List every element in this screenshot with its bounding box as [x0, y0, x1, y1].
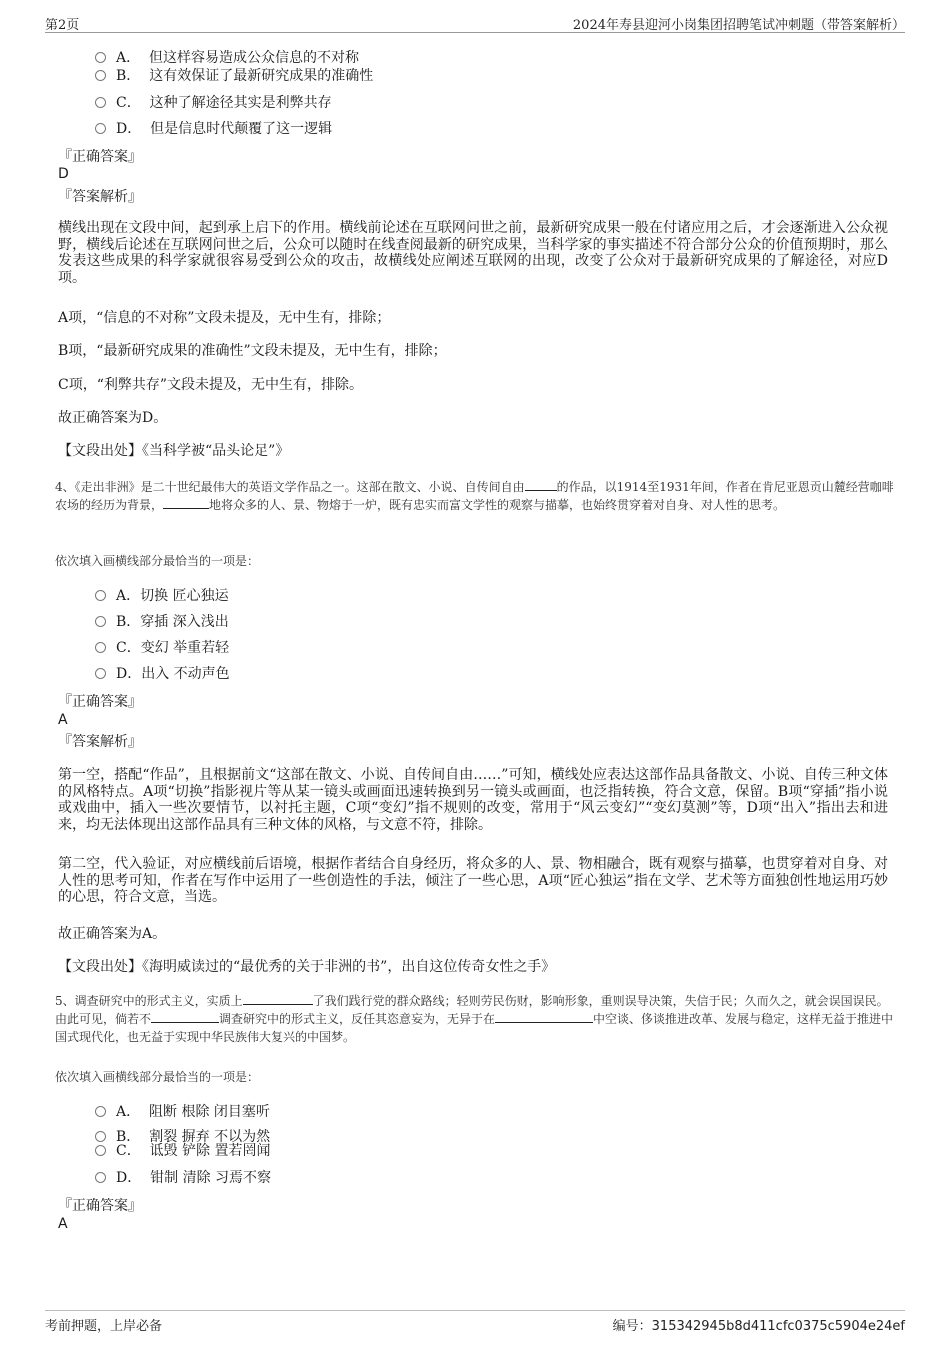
q5-option-a[interactable]: A． 阻断 根除 闭目塞听	[95, 1103, 270, 1121]
q4-source: 【文段出处】《海明威读过的“最优秀的关于非洲的书”，出自这位传奇女性之手》	[58, 959, 556, 975]
radio-icon[interactable]	[95, 1106, 106, 1117]
q3-analysis-a: A项，“信息的不对称”文段未提及，无中生有，排除；	[58, 310, 391, 326]
q4-answer-label: 『正确答案』	[58, 694, 142, 710]
q4-analysis-label: 『答案解析』	[58, 734, 142, 750]
q4-analysis-first-blank: 第一空，搭配“作品”，且根据前文“这部在散文、小说、自传间自由……”可知，横线处应表达这部作品具备散文、小说、自传三种文体的风格特点。A项“切换”指影视片等从某一镜头或画面迅速转换到另一镜头或画面，也泛指转换，符合文意，保留。B项“穿插”指小说或戏曲中，插入一些次要情节，以衬托主题，C项“变幻”指不规则的改变，常用于“风云变幻”“变幻莫测”等，D项“出入”指出去和进来，均无法体现出这部作品具有三种文体的风格，与文意不符，排除。	[58, 767, 888, 833]
q4-option-b[interactable]: B．穿插 深入浅出	[95, 613, 229, 631]
q3-analysis-b: B项，“最新研究成果的准确性”文段未提及，无中生有，排除；	[58, 343, 447, 359]
radio-icon[interactable]	[95, 123, 106, 134]
blank-line	[163, 496, 209, 509]
radio-icon[interactable]	[95, 1145, 106, 1156]
blank-line	[495, 1010, 593, 1023]
q4-analysis-second-blank: 第二空，代入验证，对应横线前后语境，根据作者结合自身经历，将众多的人、景、物相融合，既有观察与描摹，也贯穿着对自身、对人性的思考可知，作者在写作中运用了一些创造性的手法，倾注了一些心思，A项“匠心独运”指在文学、艺术等方面独创性地运用巧妙的心思，符合文意，当选。	[58, 856, 888, 905]
radio-icon[interactable]	[95, 1131, 106, 1142]
q5-option-b[interactable]: B． 割裂 摒弃 不以为然	[95, 1128, 270, 1146]
radio-icon[interactable]	[95, 97, 106, 108]
document-code: 编号：315342945b8d411cfc0375c5904e24ef	[612, 1319, 905, 1334]
q3-conclusion: 故正确答案为D。	[58, 410, 168, 426]
radio-icon[interactable]	[95, 52, 106, 63]
blank-line	[243, 992, 313, 1005]
q3-option-d[interactable]: D． 但是信息时代颠覆了这一逻辑	[95, 120, 332, 138]
q3-answer: D	[58, 166, 69, 182]
radio-icon[interactable]	[95, 668, 106, 679]
q5-option-d[interactable]: D． 钳制 清除 习焉不察	[95, 1169, 271, 1187]
q5-option-c[interactable]: C． 诋毁 铲除 置若罔闻	[95, 1142, 271, 1160]
q4-option-c[interactable]: C．变幻 举重若轻	[95, 639, 229, 657]
document-title: 2024年寿县迎河小岗集团招聘笔试冲刺题（带答案解析）	[572, 18, 905, 33]
page-footer	[45, 1310, 905, 1335]
radio-icon[interactable]	[95, 70, 106, 81]
page-header	[45, 12, 905, 33]
footer-slogan: 考前押题，上岸必备	[45, 1319, 163, 1334]
q5-stem: 5、调查研究中的形式主义，实质上 了我们践行党的群众路线；轻则劳民伤财，影响形象，重则误导决策，失信于民；久而久之，就会误国误民。由此可见，倘若不 调查研究中的形式主义，反任其恣意妄为，无异于在 中空谈、侈谈推进改革、发展与稳定，这样无益于推进中国式现代化，也无益于实现中华民族伟大复兴的中国梦。	[55, 994, 894, 1044]
q4-stem: 4、《走出非洲》是二十世纪最伟大的英语文学作品之一。这部在散文、小说、自传间自由 的作品，以1914至1931年间，作者在肯尼亚恩贡山麓经营咖啡农场的经历为背景， 地将众多的人、景、物熔于一炉，既有忠实而富文学性的观察与描摹，也始终贯穿着对自身、对人性的思考。	[55, 480, 894, 512]
q3-option-a[interactable]: A． 但这样容易造成公众信息的不对称	[95, 49, 359, 67]
blank-line	[151, 1010, 219, 1023]
q4-option-d[interactable]: D．出入 不动声色	[95, 665, 230, 683]
q3-analysis-paragraph: 横线出现在文段中间，起到承上启下的作用。横线前论述在互联网问世之前，最新研究成果一般在付诸应用之后，才会逐渐进入公众视野，横线后论述在互联网问世之后，公众可以随时在线查阅最新的研究成果，当科学家的事实描述不符合部分公众的价值预期时，那么发表这些成果的科学家就很容易受到公众的攻击，故横线处应阐述互联网的出现，改变了公众对于最新研究成果的了解途径，对应D项。	[58, 220, 888, 286]
radio-icon[interactable]	[95, 1172, 106, 1183]
q3-source: 【文段出处】《当科学被“品头论足”》	[58, 443, 290, 459]
q3-analysis-c: C项，“利弊共存”文段未提及，无中生有，排除。	[58, 377, 364, 393]
q4-answer: A	[58, 712, 68, 728]
q5-prompt: 依次填入画横线部分最恰当的一项是：	[55, 1070, 260, 1084]
q3-option-b[interactable]: B． 这有效保证了最新研究成果的准确性	[95, 67, 373, 85]
radio-icon[interactable]	[95, 616, 106, 627]
q5-answer: A	[58, 1216, 68, 1232]
radio-icon[interactable]	[95, 590, 106, 601]
radio-icon[interactable]	[95, 642, 106, 653]
q3-answer-label: 『正确答案』	[58, 149, 142, 165]
q3-option-c[interactable]: C． 这种了解途径其实是利弊共存	[95, 94, 332, 112]
q4-prompt: 依次填入画横线部分最恰当的一项是：	[55, 554, 260, 568]
q4-conclusion: 故正确答案为A。	[58, 926, 167, 942]
q4-option-a[interactable]: A．切换 匠心独运	[95, 587, 229, 605]
page-number: 第2页	[45, 18, 80, 33]
blank-line	[525, 478, 557, 491]
q5-answer-label: 『正确答案』	[58, 1198, 142, 1214]
q3-analysis-label: 『答案解析』	[58, 189, 142, 205]
